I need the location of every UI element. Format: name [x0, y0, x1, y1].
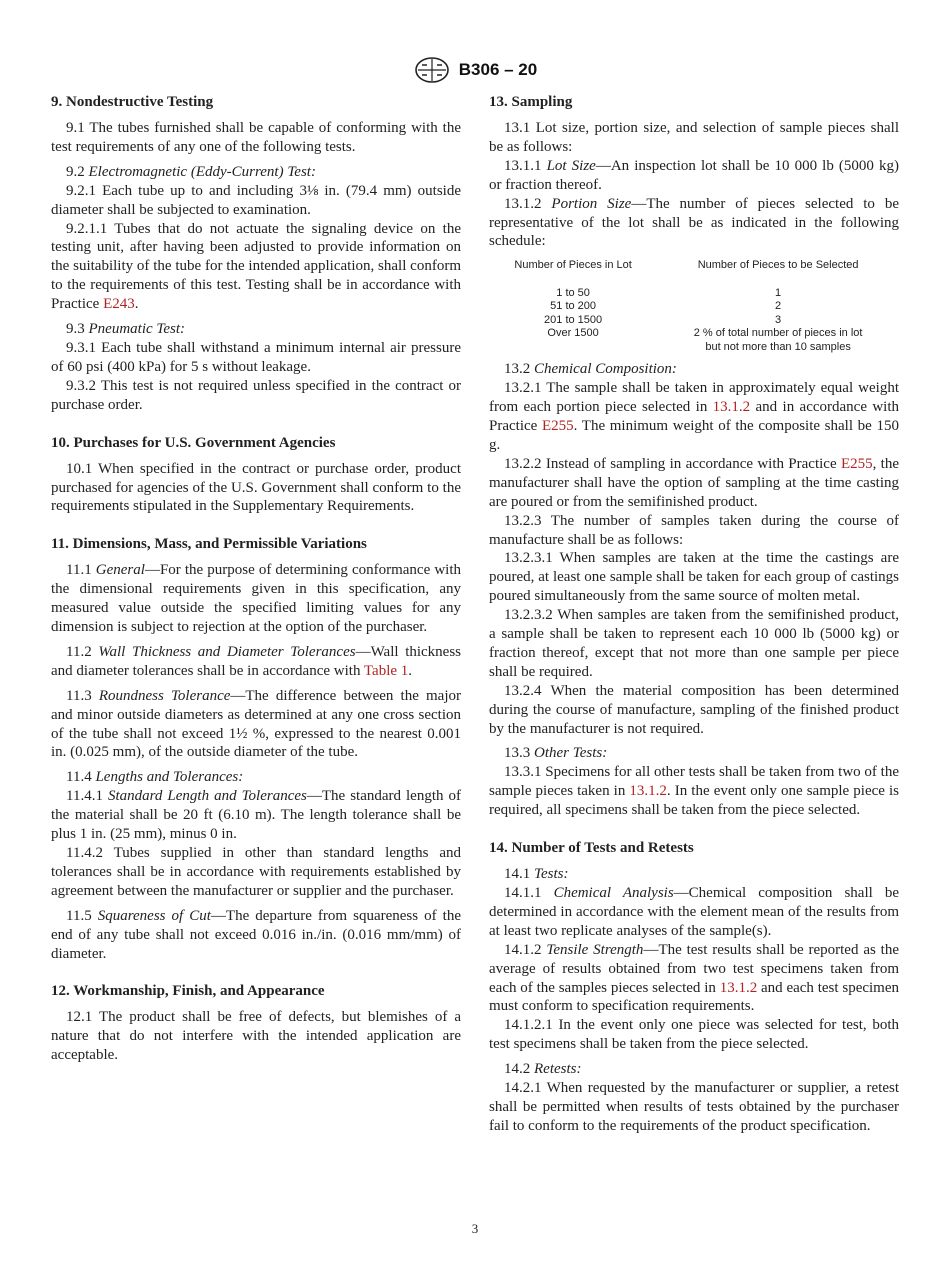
para-11-1: 11.1 General—For the purpose of determining conformance with the dimensional requirements given in this specification, any measured value outside the specified limiting values for any dimension is subject to rejection at the option of the purchaser.: [51, 562, 461, 636]
para-11-4-1: 11.4.1 Standard Length and Tolerances—The standard length of the material shall be 20 ft (6.10 m). The length tolerance shall be plus 1 in. (25 mm), minus 0 in.: [51, 788, 462, 843]
para-13-1: 13.1 Lot size, portion size, and selection of sample pieces shall be as follows:: [489, 120, 899, 155]
table-row: [489, 314, 899, 328]
para-13-2-4: 13.2.4 When the material composition has been determined during the course of manufacture, sampling of the finished product by the manufacturer is not required.: [489, 682, 899, 737]
ref-e255-link[interactable]: E255: [840, 455, 873, 472]
ref-13-1-2-link[interactable]: 13.1.2: [629, 783, 667, 800]
para-13-2-3-1: 13.2.3.1 When samples are taken at the time the castings are poured, at least one sample shall be taken for each group of castings poured simultaneously from the same source of molten metal.: [489, 550, 899, 605]
para-13-1-2: 13.1.2 Portion Size—The number of pieces selected to be representative of the lot shall be as indicated in the following schedule:: [489, 195, 899, 250]
ref-13-1-2-link[interactable]: 13.1.2: [719, 979, 758, 996]
schedule-selected-cell: 1: [775, 286, 782, 299]
para-11-5: 11.5 Squareness of Cut—The departure from squareness of the end of any tube shall not exceed 0.016 in./in. (0.016 mm/mm) of diameter.: [51, 907, 461, 962]
page-number: 3: [471, 1221, 479, 1236]
left-column: [51, 92, 461, 1065]
para-14-1: 14.1 Tests:: [504, 866, 569, 883]
para-13-2-3-2: 13.2.3.2 When samples are taken from the semifinished product, a sample shall be taken to represent each 10 000 lb (5000 kg) or fraction thereof, except that not more than one sample per piece shall be required.: [489, 607, 899, 680]
ref-13-1-2-link[interactable]: 13.1.2: [712, 399, 751, 416]
para-9-2: 9.2 Electromagnetic (Eddy-Current) Test:: [66, 163, 316, 180]
ref-e243-link[interactable]: E243: [103, 296, 135, 313]
section-12-heading: 12. Workmanship, Finish, and Appearance: [51, 983, 325, 1000]
para-11-3: 11.3 Roundness Tolerance—The difference between the major and minor outside diameters as determined at any one cross section of the tube shall not exceed 1½ %, expressed to the nearest 0.001 in. (0.025 mm), of the outside diameter of the tube.: [51, 687, 461, 761]
schedule-lot-cell: 1 to 50: [556, 286, 590, 299]
para-13-2-3: 13.2.3 The number of samples taken during the course of manufacture shall be as follows:: [489, 512, 899, 548]
para-9-2-1: 9.2.1 Each tube up to and including 3⅛ in. (79.4 mm) outside diameter shall be subjected to examination.: [51, 182, 461, 218]
para-13-3: 13.3 Other Tests:: [504, 745, 608, 762]
para-14-2: 14.2 Retests:: [504, 1061, 582, 1078]
para-9-3: 9.3 Pneumatic Test:: [66, 321, 186, 338]
para-13-2-2: 13.2.2 Instead of sampling in accordance with Practice E255, the manufacturer shall have the option of sampling at the time casting are poured or from the semifinished product.: [489, 455, 900, 510]
para-10-1: 10.1 When specified in the contract or purchase order, product purchased for agencies of the U.S. Government shall conform to the requirements stipulated in the Supplementary Requirements.: [51, 460, 461, 515]
table-row: [489, 287, 899, 301]
schedule-lot-cell: 51 to 200: [550, 300, 597, 313]
para-9-3-1: 9.3.1 Each tube shall withstand a minimum internal air pressure of 60 psi (400 kPa) for 5 s without leakage.: [51, 339, 461, 375]
ref-table-1-link[interactable]: Table 1: [363, 662, 409, 679]
schedule-selected-cell: 2 % of total number of pieces in lot but not more than 10 samples: [693, 327, 863, 353]
para-14-1-1: 14.1.1 Chemical Analysis—Chemical composition shall be determined in accordance with the element mean of the results from at least two replicate analyses of the sample(s).: [489, 885, 899, 939]
para-11-4: 11.4 Lengths and Tolerances:: [66, 769, 244, 786]
astm-logo-icon: [413, 56, 451, 84]
para-9-1: 9.1 The tubes furnished shall be capable of conforming with the test requirements of any one of the following tests.: [51, 120, 461, 155]
table-row: [489, 300, 899, 314]
schedule-col-lot-header: Number of Pieces in Lot: [514, 259, 632, 272]
schedule-lot-cell: 201 to 1500: [544, 313, 603, 326]
section-9-heading: 9. Nondestructive Testing: [51, 94, 214, 110]
section-13-heading: 13. Sampling: [489, 94, 573, 110]
document-designation: B306 – 20: [458, 60, 538, 79]
para-14-1-2-1: 14.1.2.1 In the event only one piece was selected for test, both test specimens shall be taken from the piece selected.: [489, 1017, 899, 1053]
para-11-2: 11.2 Wall Thickness and Diameter Tolerances—Wall thickness and diameter tolerances shall be in accordance with Table 1.: [51, 643, 462, 679]
section-14-heading: 14. Number of Tests and Retests: [489, 840, 694, 857]
table-row: [489, 327, 899, 354]
schedule-selected-cell: 2: [775, 300, 782, 313]
right-column: [489, 92, 899, 1136]
schedule-selected-cell: 3: [775, 313, 782, 326]
schedule-col-selected-header: Number of Pieces to be Selected: [697, 259, 859, 272]
page-header: [0, 56, 950, 84]
schedule-lot-cell: Over 1500: [547, 327, 599, 340]
para-14-1-2: 14.1.2 Tensile Strength—The test results shall be reported as the average of results obtained from two test specimens taken from each of the samples pieces selected in 13.1.2 and each test specimen must conform to specification requirements.: [489, 941, 899, 1015]
para-12-1: 12.1 The product shall be free of defects, but blemishes of a nature that do not interfere with the intended application are acceptable.: [51, 1009, 461, 1064]
para-14-2-1: 14.2.1 When requested by the manufacturer or supplier, a retest shall be permitted when results of tests obtained by the purchaser fail to conform to the requirements of the product specification.: [489, 1080, 899, 1134]
para-13-2: 13.2 Chemical Composition:: [504, 361, 677, 378]
ref-e255-link[interactable]: E255: [541, 418, 574, 435]
para-13-1-1: 13.1.1 Lot Size—An inspection lot shall be 10 000 lb (5000 kg) or fraction thereof.: [489, 157, 899, 193]
para-13-2-1: 13.2.1 The sample shall be taken in approximately equal weight from each portion piece selected in 13.1.2 and in accordance with Practice E255. The minimum weight of the composite shall be 150 g.: [489, 380, 899, 453]
para-13-3-1: 13.3.1 Specimens for all other tests shall be taken from two of the sample pieces taken in 13.1.2. In the event only one sample piece is required, all specimens shall be taken from the piece selected.: [489, 764, 899, 819]
para-9-3-2: 9.3.2 This test is not required unless specified in the contract or purchase order.: [51, 377, 461, 413]
section-10-heading: 10. Purchases for U.S. Government Agencies: [51, 434, 336, 451]
portion-size-schedule-table: [489, 259, 899, 354]
para-11-4-2: 11.4.2 Tubes supplied in other than standard lengths and tolerances shall be in accordance with requirements established by agreement between the manufacturer or supplier and the purchaser.: [51, 845, 461, 899]
para-9-2-1-1: 9.2.1.1 Tubes that do not actuate the signaling device on the testing unit, after having been adjusted to provide information on the suitability of the tube for the intended application, shall conform to the requirements of this test. Testing shall be in accordance with Practice E243.: [51, 220, 461, 313]
section-11-heading: 11. Dimensions, Mass, and Permissible Variations: [51, 536, 367, 553]
